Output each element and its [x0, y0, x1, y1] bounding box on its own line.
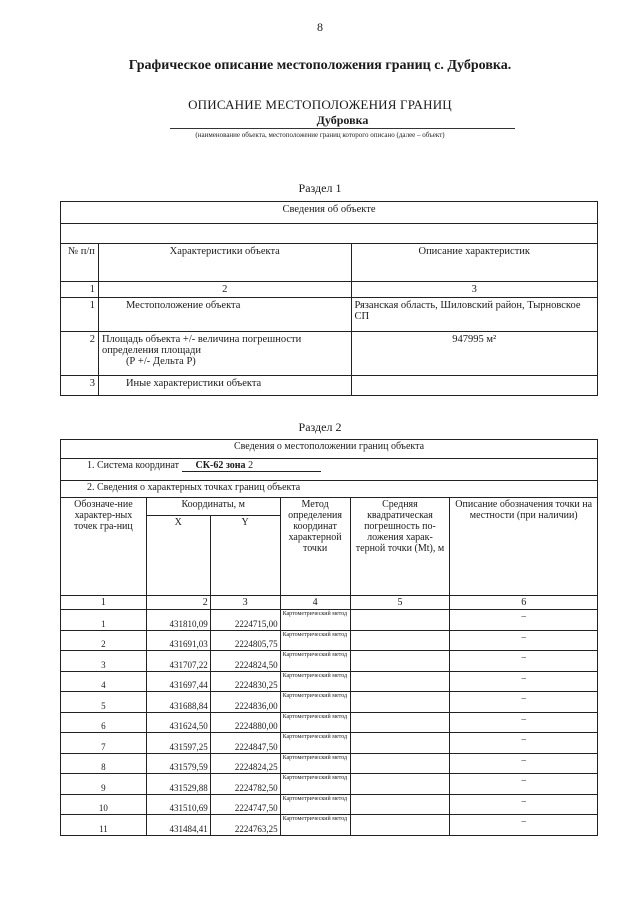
table-row [61, 712, 598, 733]
area-label: Площадь объекта +/- величина погрешности определения площади [101, 334, 302, 356]
section1-title: Раздел 1 [298, 181, 342, 195]
index-cell: 3 [210, 596, 280, 610]
point-description: – [450, 651, 598, 672]
page-number: 8 [317, 20, 323, 34]
table-row [61, 794, 598, 815]
coord-system-label: 1. Система координат [87, 460, 180, 471]
point-description: – [450, 815, 598, 836]
col-header-characteristic: Характеристики объекта [98, 244, 351, 282]
point-accuracy [350, 733, 450, 754]
coord-system-row [61, 459, 598, 481]
col-header-accuracy: Средняя квадратическая погрешность по-ложения харак-терной точки (Мt), м [350, 498, 450, 596]
point-accuracy [350, 610, 450, 631]
col-header-point-desc: Описание обозначения точки на местности (при наличии) [450, 498, 598, 596]
point-accuracy [350, 753, 450, 774]
point-y: 2224824,25 [210, 753, 280, 774]
col-header-coords: Координаты, м [146, 498, 280, 516]
point-method: Картометрический метод [280, 630, 350, 651]
point-number: 1 [61, 610, 147, 631]
table-row [61, 733, 598, 754]
row-characteristic [98, 332, 351, 376]
point-description: – [450, 753, 598, 774]
point-description: – [450, 774, 598, 795]
col-header-point: Обозначе-ние характер-ных точек гра-ниц [61, 498, 147, 596]
point-description: – [450, 610, 598, 631]
point-number: 11 [61, 815, 147, 836]
point-accuracy [350, 794, 450, 815]
point-x: 431810,09 [146, 610, 210, 631]
index-cell: 4 [280, 596, 350, 610]
point-accuracy [350, 671, 450, 692]
point-accuracy [350, 630, 450, 651]
object-name: Дубровка [170, 113, 515, 129]
table-row [61, 610, 598, 631]
col-header-num: № п/п [61, 244, 99, 282]
index-cell: 6 [450, 596, 598, 610]
object-info-table [60, 201, 598, 396]
point-y: 2224763,25 [210, 815, 280, 836]
point-y: 2224880,00 [210, 712, 280, 733]
row-description: Рязанская область, Шиловский район, Тырновское СП [351, 298, 598, 332]
col-header-x: X [146, 516, 210, 596]
index-cell: 1 [61, 596, 147, 610]
point-number: 6 [61, 712, 147, 733]
point-method: Картометрический метод [280, 774, 350, 795]
point-method: Картометрический метод [280, 692, 350, 713]
table-row [61, 692, 598, 713]
point-number: 8 [61, 753, 147, 774]
index-cell: 2 [98, 282, 351, 298]
blank-row [61, 224, 598, 244]
point-method: Картометрический метод [280, 610, 350, 631]
other-label: Иные характеристики объекта [125, 378, 262, 389]
object-info-header: Сведения об объекте [61, 202, 598, 224]
point-method: Картометрический метод [280, 753, 350, 774]
col-header-y: Y [210, 516, 280, 596]
point-y: 2224824,50 [210, 651, 280, 672]
point-number: 3 [61, 651, 147, 672]
area-formula: (Р +/- Дельта Р) [125, 356, 196, 367]
point-method: Картометрический метод [280, 815, 350, 836]
index-cell: 2 [146, 596, 210, 610]
row-characteristic [98, 298, 351, 332]
point-number: 4 [61, 671, 147, 692]
point-method: Картометрический метод [280, 733, 350, 754]
point-y: 2224747,50 [210, 794, 280, 815]
point-number: 5 [61, 692, 147, 713]
point-method: Картометрический метод [280, 794, 350, 815]
table-row [61, 815, 598, 836]
point-method: Картометрический метод [280, 712, 350, 733]
row-description [351, 376, 598, 396]
row-description: 947995 м² [351, 332, 598, 376]
points-label: 2. Сведения о характерных точках границ объекта [87, 482, 301, 493]
point-x: 431691,03 [146, 630, 210, 651]
point-description: – [450, 712, 598, 733]
index-cell: 3 [351, 282, 598, 298]
col-header-description: Описание характеристик [351, 244, 598, 282]
point-x: 431697,44 [146, 671, 210, 692]
row-number: 2 [61, 332, 99, 376]
boundary-points-table [60, 439, 598, 836]
row-characteristic [98, 376, 351, 396]
index-cell: 1 [61, 282, 99, 298]
point-accuracy [350, 692, 450, 713]
point-description: – [450, 671, 598, 692]
point-description: – [450, 630, 598, 651]
point-number: 2 [61, 630, 147, 651]
point-accuracy [350, 774, 450, 795]
point-accuracy [350, 651, 450, 672]
col-header-method: Метод определения координат характерной точки [280, 498, 350, 596]
point-y: 2224830,25 [210, 671, 280, 692]
row-number: 3 [61, 376, 99, 396]
point-x: 431510,69 [146, 794, 210, 815]
page-title: Графическое описание местоположения границ с. Дубровка. [128, 58, 512, 73]
point-x: 431688,84 [146, 692, 210, 713]
point-number: 9 [61, 774, 147, 795]
point-description: – [450, 794, 598, 815]
point-x: 431707,22 [146, 651, 210, 672]
point-x: 431597,25 [146, 733, 210, 754]
table-row [61, 774, 598, 795]
point-y: 2224847,50 [210, 733, 280, 754]
point-method: Картометрический метод [280, 671, 350, 692]
point-x: 431579,59 [146, 753, 210, 774]
table-row [61, 630, 598, 651]
point-number: 10 [61, 794, 147, 815]
location-label: Местоположение объекта [125, 300, 241, 311]
coord-system-value: СК-62 зона 2 [182, 460, 321, 472]
point-number: 7 [61, 733, 147, 754]
points-body [61, 610, 598, 836]
point-y: 2224715,00 [210, 610, 280, 631]
point-x: 431529,88 [146, 774, 210, 795]
point-y: 2224805,75 [210, 630, 280, 651]
form-heading: ОПИСАНИЕ МЕСТОПОЛОЖЕНИЯ ГРАНИЦ [188, 97, 452, 112]
section2-title: Раздел 2 [298, 420, 342, 434]
point-x: 431624,50 [146, 712, 210, 733]
row-number: 1 [61, 298, 99, 332]
table-row [61, 671, 598, 692]
boundary-header: Сведения о местоположении границ объекта [61, 440, 598, 459]
point-description: – [450, 733, 598, 754]
index-cell: 5 [350, 596, 450, 610]
point-x: 431484,41 [146, 815, 210, 836]
point-accuracy [350, 712, 450, 733]
point-accuracy [350, 815, 450, 836]
object-name-note: (наименование объекта, местоположение границ которого описано (далее – объект) [195, 131, 445, 139]
point-y: 2224836,00 [210, 692, 280, 713]
table-row [61, 753, 598, 774]
point-y: 2224782,50 [210, 774, 280, 795]
point-description: – [450, 692, 598, 713]
points-label-row [61, 481, 598, 498]
table-row [61, 651, 598, 672]
point-method: Картометрический метод [280, 651, 350, 672]
